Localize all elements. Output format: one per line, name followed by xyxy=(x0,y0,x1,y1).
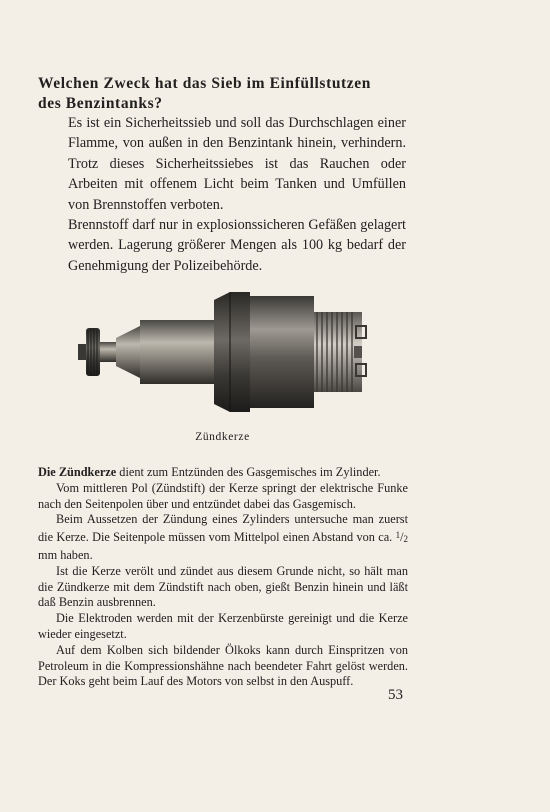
body-paragraph-4: Ist die Kerze verölt und zündet aus diesem Grunde nicht, so hält man die Zündkerze mit dem Zündstift nach oben, gießt Benzin hinein und läßt daß Benzin ausbrennen. xyxy=(38,563,408,610)
figure-caption: Zündkerze xyxy=(195,431,250,443)
body-text xyxy=(38,465,408,690)
page-number: 53 xyxy=(388,687,403,703)
shell-body xyxy=(250,296,314,408)
body-paragraph-3: Beim Aussetzen der Zündung eines Zylinders untersuche man zuerst die Kerze. Die Seitenpole müssen vom Mittelpol einen Abstand von ca. $^1$/2 mm haben. xyxy=(38,512,408,562)
fraction-denominator: 2 xyxy=(403,534,408,545)
answer-paragraph-1: Es ist ein Sicherheitssieb und soll das Durchschlagen einer Flamme, von außen in den Benzintank hinein, verhindern. Trotz dieses Sicherheitssiebes ist das Rauchen oder Arbeiten mit offenem Licht beim Tanken und Umfüllen von Brennstoffen verboten. xyxy=(68,115,406,213)
question-line-1: Welchen Zweck hat das Sieb im Einfüllstutzen xyxy=(38,75,371,92)
answer-block xyxy=(68,113,406,276)
question-heading xyxy=(38,74,408,114)
body-paragraph-1 xyxy=(38,465,408,481)
body-paragraph-5: Die Elektroden werden mit der Kerzenbürste gereinigt und die Kerze wieder eingesetzt. xyxy=(38,611,408,641)
insulator-body xyxy=(140,320,214,384)
fraction-numerator: 1 xyxy=(395,530,401,541)
answer-paragraph-2: Brennstoff darf nur in explosionssicheren Gefäßen gelagert werden. Lagerung größerer Mengen als 100 kg bedarf der Genehmigung der Polizeibehörde. xyxy=(68,217,406,274)
fraction-slash: / xyxy=(400,530,404,545)
body-paragraph-2: Vom mittleren Pol (Zündstift) der Kerze springt der elektrische Funke nach den Seitenpolen über und entzündet dabei das Gasgemisch. xyxy=(38,480,408,511)
insulator xyxy=(116,326,140,378)
body-paragraph-6: Auf dem Kolben sich bildender Ölkoks kann durch Einspritzen von Petroleum in die Kompressionshähne nach beendeter Fahrt gelöst werden. Der Koks geht beim Lauf des Motors von selbst in den Auspuff. xyxy=(38,642,408,689)
question-line-2: des Benzintanks? xyxy=(38,95,163,112)
spark-plug-illustration xyxy=(70,282,380,422)
body-paragraph-1-rest: dient zum Entzünden des Gasgemisches im Zylinder. xyxy=(116,465,381,479)
term-zuendkerze: Die Zündkerze xyxy=(38,465,117,479)
terminal-tip xyxy=(78,344,86,360)
center-electrode xyxy=(354,346,362,358)
hex-nut xyxy=(214,292,250,412)
